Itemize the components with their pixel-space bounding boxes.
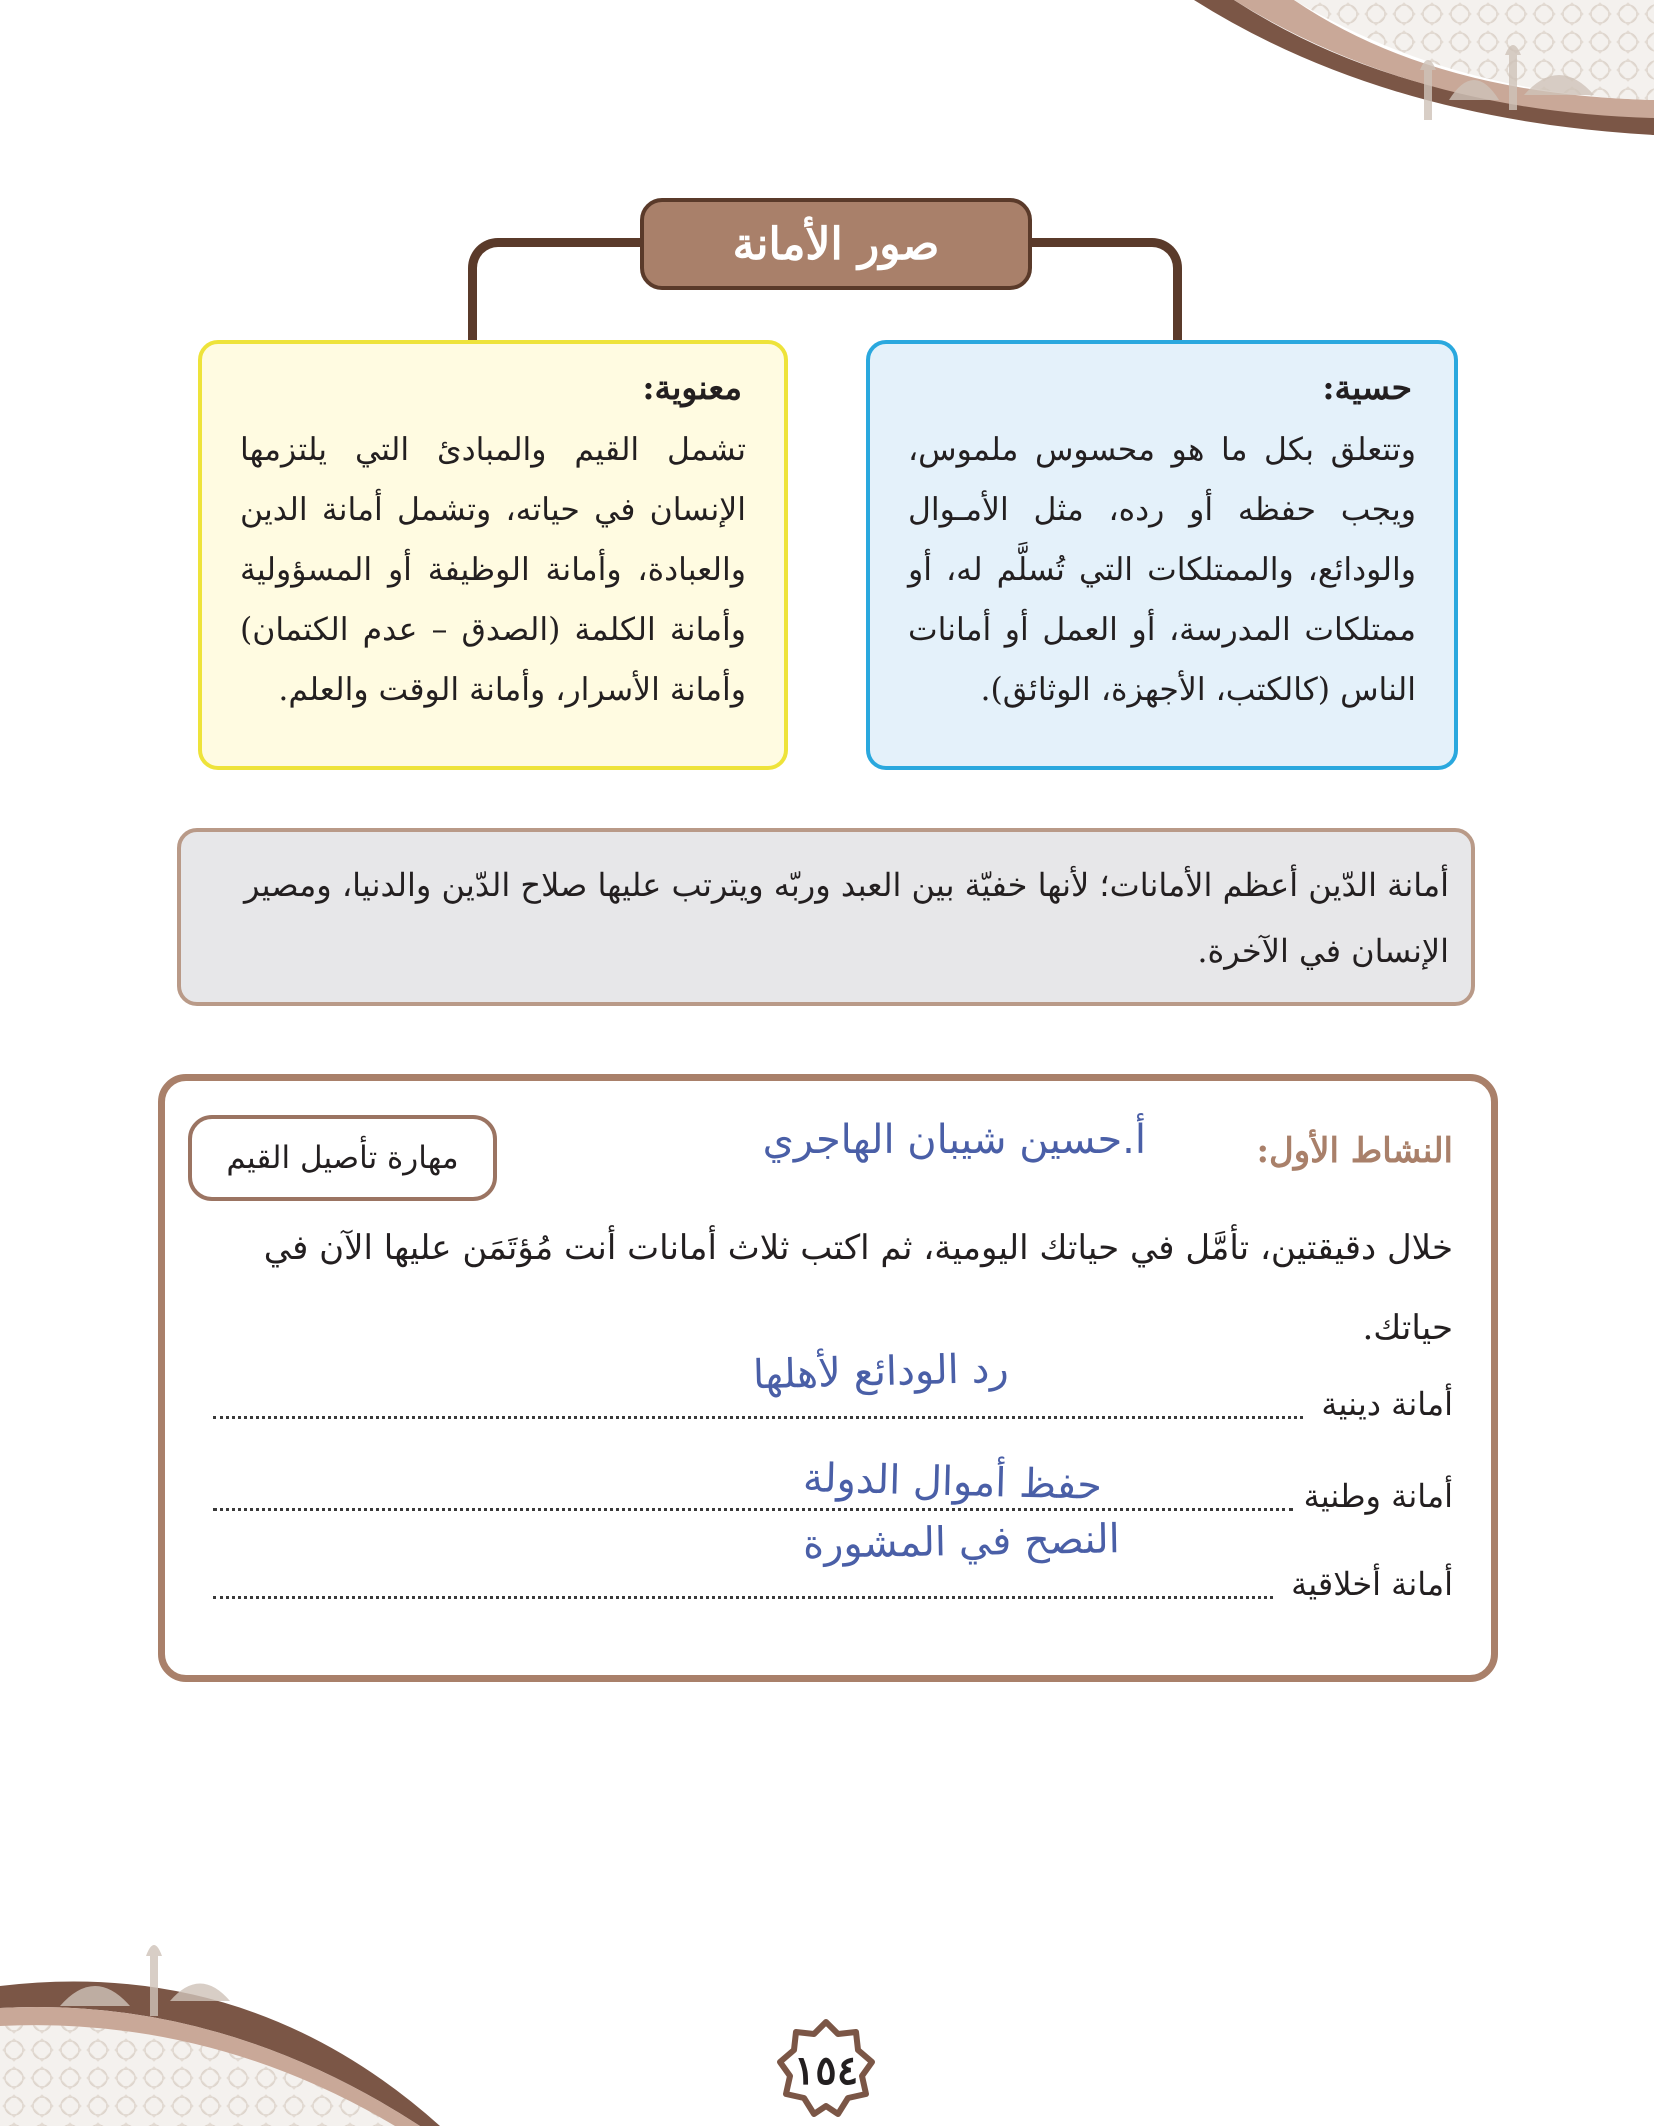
- teacher-name: أ.حسين شيبان الهاجري: [762, 1117, 1146, 1163]
- answer-row-religious: [213, 1345, 1453, 1429]
- answer-line[interactable]: [213, 1508, 1293, 1511]
- answer-row-ethical: [213, 1516, 1453, 1609]
- handwritten-answer: النصح في المشورة: [802, 1516, 1121, 1568]
- answer-label: أمانة وطنية: [1303, 1477, 1453, 1515]
- page-number-badge: [774, 2018, 878, 2122]
- page-number: ١٥٤: [793, 2046, 859, 2094]
- moral-card-title: معنوية:: [642, 368, 742, 407]
- skill-badge: مهارة تأصيل القيم: [188, 1115, 497, 1201]
- note-box: [177, 828, 1475, 1006]
- activity-instruction: خلال دقيقتين، تأمَّل في حياتك اليومية، ثم اكتب ثلاث أمانات أنت مُؤتَمَن عليها الآن في حياتك.: [263, 1228, 1453, 1348]
- handwritten-answer: حفظ أموال الدولة: [802, 1455, 1103, 1509]
- moral-card-text: تشمل القيم والمبادئ التي يلتزمها الإنسان في حياته، وتشمل أمانة الدين والعبادة، وأمانة الوظيفة أو المسؤولية وأمانة الكلمة (الصدق – عدم الكتمان) وأمانة الأسرار، وأمانة الوقت والعلم.: [240, 432, 746, 708]
- mosque-ornament-icon: [1054, 0, 1654, 170]
- answer-row-national: [213, 1455, 1453, 1521]
- material-trust-card: [866, 340, 1458, 770]
- concept-map-title: صور الأمانة: [640, 198, 1032, 290]
- decorative-corner-bottom: [0, 1896, 460, 2126]
- answer-line[interactable]: [213, 1416, 1303, 1419]
- answer-line[interactable]: [213, 1596, 1273, 1599]
- material-card-title: حسية:: [1322, 368, 1412, 407]
- activity-frame: [158, 1074, 1498, 1682]
- answer-label: أمانة أخلاقية: [1291, 1565, 1453, 1603]
- answer-label: أمانة دينية: [1321, 1385, 1453, 1423]
- mosque-ornament-icon: [0, 1896, 460, 2126]
- moral-trust-card: [198, 340, 788, 770]
- decorative-corner-top: [1054, 0, 1654, 170]
- material-card-text: وتتعلق بكل ما هو محسوس ملموس، ويجب حفظه أو رده، مثل الأمـوال والودائع، والممتلكات التي تُسلَّم له، أو ممتلكات المدرسة، أو العمل أو أمانات الناس (كالكتب، الأجهزة، الوثائق).: [908, 432, 1416, 708]
- handwritten-answer: رد الودائع لأهلها: [752, 1345, 1010, 1399]
- note-text: أمانة الدّين أعظم الأمانات؛ لأنها خفيّة بين العبد وربّه ويترتب عليها صلاح الدّين والدنيا، ومصير الإنسان في الآخرة.: [244, 866, 1449, 970]
- activity-heading: النشاط الأول:: [1256, 1131, 1453, 1171]
